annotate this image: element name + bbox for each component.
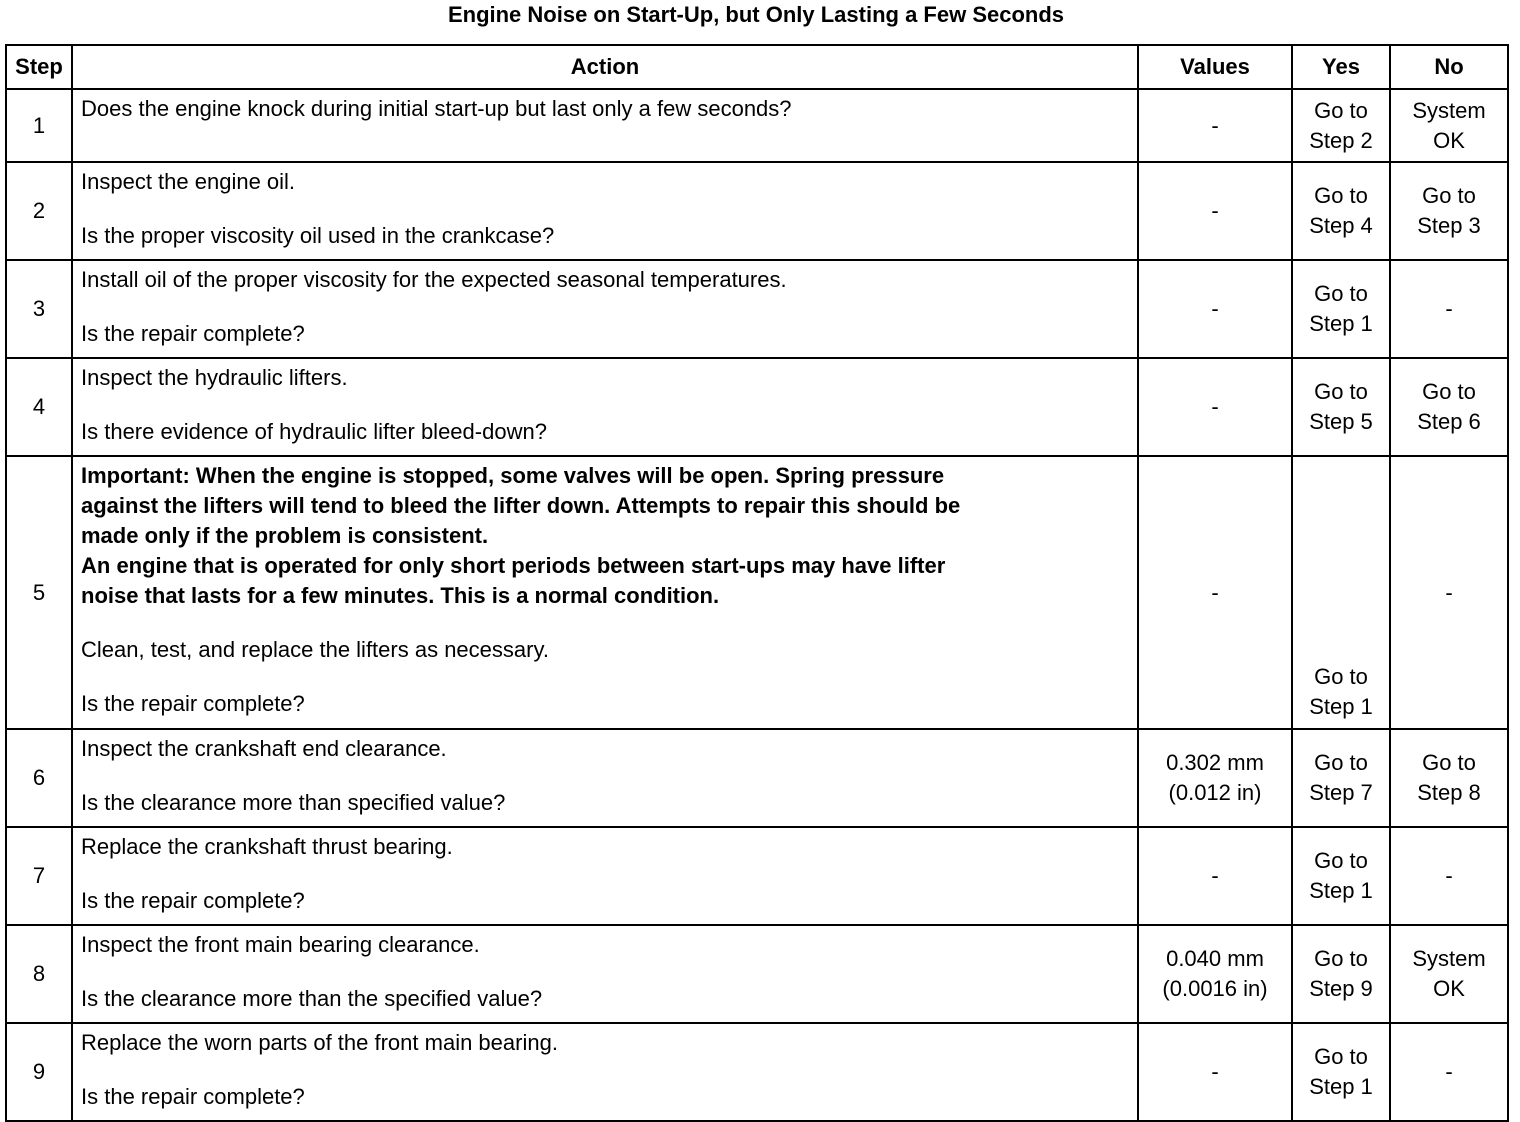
yes-text: Step 1 xyxy=(1309,1074,1373,1099)
action-text: Clean, test, and replace the lifters as necessary. xyxy=(81,637,549,662)
no-cell xyxy=(1390,925,1508,1023)
no-text: - xyxy=(1445,1059,1453,1084)
header-no: No xyxy=(1390,45,1508,89)
no-text: OK xyxy=(1433,127,1465,153)
page-title: Engine Noise on Start-Up, but Only Lasting a Few Seconds xyxy=(447,2,1065,27)
yes-text: Step 7 xyxy=(1309,780,1373,805)
table-row xyxy=(6,162,1508,260)
header-row xyxy=(6,45,1508,89)
action-cell xyxy=(72,162,1138,260)
spacer xyxy=(81,1058,1129,1082)
no-text: Step 3 xyxy=(1417,213,1481,238)
values-cell xyxy=(1138,162,1292,260)
table-row xyxy=(6,358,1508,456)
action-cell xyxy=(72,925,1138,1023)
table-row xyxy=(6,260,1508,358)
yes-text: Go to xyxy=(1314,281,1368,306)
yes-text: Step 1 xyxy=(1309,311,1373,336)
values-cell xyxy=(1138,260,1292,358)
action-cell xyxy=(72,358,1138,456)
spacer xyxy=(81,960,1129,984)
value-text: - xyxy=(1211,296,1219,321)
important-note-line: An engine that is operated for only short periods between start-ups may have lifter xyxy=(81,553,946,578)
table-row xyxy=(6,1023,1508,1121)
action-text: Inspect the crankshaft end clearance. xyxy=(81,736,447,761)
values-cell xyxy=(1138,729,1292,827)
value-text: 0.040 mm xyxy=(1166,946,1264,971)
no-text: - xyxy=(1445,863,1453,888)
values-cell xyxy=(1138,1023,1292,1121)
spacer xyxy=(81,197,1129,221)
value-text: - xyxy=(1211,394,1219,419)
yes-text: Go to xyxy=(1314,946,1368,971)
values-cell xyxy=(1138,925,1292,1023)
yes-cell xyxy=(1292,1023,1390,1121)
step-number: 5 xyxy=(6,456,72,729)
yes-text: Step 4 xyxy=(1309,213,1373,238)
action-text: Inspect the engine oil. xyxy=(81,169,296,194)
action-cell xyxy=(72,729,1138,827)
spacer xyxy=(81,665,1129,689)
header-step: Step xyxy=(6,45,72,89)
important-note-line: made only if the problem is consistent. xyxy=(81,523,489,548)
action-cell xyxy=(72,456,1138,729)
spacer xyxy=(81,611,1129,635)
values-cell xyxy=(1138,827,1292,925)
yes-text: Step 1 xyxy=(1309,694,1373,719)
no-cell xyxy=(1390,358,1508,456)
yes-text: Go to xyxy=(1314,664,1368,689)
yes-text: Step 2 xyxy=(1309,127,1373,153)
yes-cell xyxy=(1292,827,1390,925)
value-text: - xyxy=(1211,579,1219,605)
no-cell xyxy=(1390,827,1508,925)
yes-cell xyxy=(1292,729,1390,827)
yes-cell xyxy=(1292,89,1390,162)
value-text: - xyxy=(1211,112,1219,138)
table-row xyxy=(6,456,1508,729)
yes-text: Go to xyxy=(1314,1044,1368,1069)
action-question: Is the proper viscosity oil used in the crankcase? xyxy=(81,223,555,248)
yes-cell xyxy=(1292,925,1390,1023)
action-question: Is there evidence of hydraulic lifter bleed-down? xyxy=(81,419,547,444)
no-cell xyxy=(1390,456,1508,729)
no-text: Step 6 xyxy=(1417,409,1481,434)
header-values: Values xyxy=(1138,45,1292,89)
action-text: Replace the worn parts of the front main bearing. xyxy=(81,1030,558,1055)
yes-text: Step 5 xyxy=(1309,409,1373,434)
step-number: 3 xyxy=(6,260,72,358)
header-yes: Yes xyxy=(1292,45,1390,89)
no-text: Step 8 xyxy=(1417,780,1481,805)
action-question: Is the repair complete? xyxy=(81,1084,305,1109)
step-number: 1 xyxy=(6,89,72,162)
yes-cell xyxy=(1292,456,1390,729)
step-number: 2 xyxy=(6,162,72,260)
spacer xyxy=(81,764,1129,788)
values-cell xyxy=(1138,89,1292,162)
spacer xyxy=(81,295,1129,319)
spacer xyxy=(81,393,1129,417)
no-text: OK xyxy=(1433,976,1465,1001)
values-cell xyxy=(1138,456,1292,729)
action-text: Install oil of the proper viscosity for the expected seasonal temperatures. xyxy=(81,267,787,292)
no-cell xyxy=(1390,162,1508,260)
no-cell xyxy=(1390,260,1508,358)
action-question: Is the clearance more than specified value? xyxy=(81,790,506,815)
values-cell xyxy=(1138,358,1292,456)
important-note-line: noise that lasts for a few minutes. This is a normal condition. xyxy=(81,583,720,608)
yes-text: Step 9 xyxy=(1309,976,1373,1001)
yes-cell xyxy=(1292,260,1390,358)
important-note-line: against the lifters will tend to bleed the lifter down. Attempts to repair this should be xyxy=(81,493,961,518)
action-text: Does the engine knock during initial start-up but last only a few seconds? xyxy=(81,96,792,121)
value-text: - xyxy=(1211,198,1219,223)
step-number: 4 xyxy=(6,358,72,456)
yes-text: Step 1 xyxy=(1309,878,1373,903)
no-text: Go to xyxy=(1422,750,1476,775)
value-text: (0.0016 in) xyxy=(1162,976,1268,1001)
table-row xyxy=(6,925,1508,1023)
no-text: System xyxy=(1412,946,1486,971)
value-text: - xyxy=(1211,863,1219,888)
no-text: Go to xyxy=(1422,183,1476,208)
value-text: 0.302 mm xyxy=(1166,750,1264,775)
action-question: Is the repair complete? xyxy=(81,691,305,716)
yes-text: Go to xyxy=(1314,848,1368,873)
header-action: Action xyxy=(72,45,1138,89)
yes-cell xyxy=(1292,358,1390,456)
step-number: 9 xyxy=(6,1023,72,1121)
value-text: - xyxy=(1211,1059,1219,1084)
step-number: 8 xyxy=(6,925,72,1023)
action-cell xyxy=(72,1023,1138,1121)
spacer xyxy=(81,862,1129,886)
table-row xyxy=(6,729,1508,827)
yes-text: Go to xyxy=(1314,379,1368,404)
action-cell xyxy=(72,89,1138,162)
no-text: - xyxy=(1445,579,1453,605)
no-cell xyxy=(1390,1023,1508,1121)
action-question: Is the repair complete? xyxy=(81,321,305,346)
no-cell xyxy=(1390,89,1508,162)
no-text: - xyxy=(1445,296,1453,321)
yes-text: Go to xyxy=(1314,750,1368,775)
yes-text: Go to xyxy=(1314,97,1368,123)
action-cell xyxy=(72,260,1138,358)
step-number: 6 xyxy=(6,729,72,827)
action-text: Replace the crankshaft thrust bearing. xyxy=(81,834,453,859)
no-text: System xyxy=(1412,97,1486,123)
no-cell xyxy=(1390,729,1508,827)
action-question: Is the repair complete? xyxy=(81,888,305,913)
action-text: Inspect the front main bearing clearance. xyxy=(81,932,480,957)
important-note-line: Important: When the engine is stopped, some valves will be open. Spring pressure xyxy=(81,463,945,488)
step-number: 7 xyxy=(6,827,72,925)
diagnostic-table xyxy=(5,44,1509,1122)
table-row xyxy=(6,89,1508,162)
value-text: (0.012 in) xyxy=(1168,780,1262,805)
yes-text: Go to xyxy=(1314,183,1368,208)
no-text: Go to xyxy=(1422,379,1476,404)
action-cell xyxy=(72,827,1138,925)
table-row xyxy=(6,827,1508,925)
action-question: Is the clearance more than the specified value? xyxy=(81,986,543,1011)
action-text: Inspect the hydraulic lifters. xyxy=(81,365,348,390)
yes-cell xyxy=(1292,162,1390,260)
